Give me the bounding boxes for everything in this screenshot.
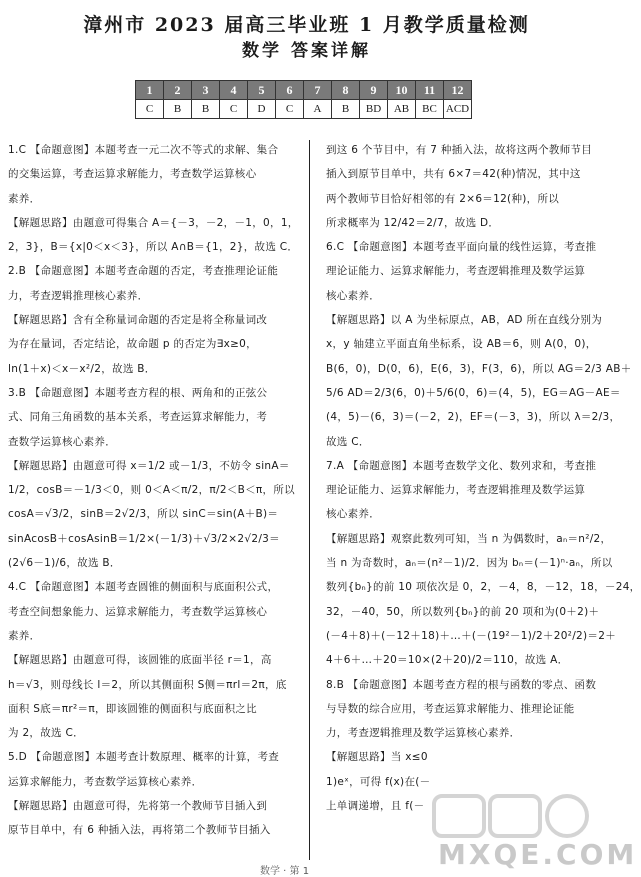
text-line: 【解题思路】由题意可得，该圆锥的底面半径 r＝1，高 [8,654,272,667]
question-number-cell: 5 [248,81,276,100]
answer-cell: AB [388,100,416,119]
text-line: 考查空间想象能力、运算求解能力，考查数学运算核心 [8,605,268,618]
question-number-cell: 2 [164,81,192,100]
text-line: sinAcosB＋cosAsinB＝1/2×(－1/3)＋√3/2×2√2/3＝ [8,532,280,545]
text-line: 素养． [8,192,41,205]
answer-cell: B [332,100,360,119]
text-line: 32，－40，50，所以数列{bₙ}的前 20 项和为(0＋2)＋ [326,605,600,618]
text-line: 8.B 【命题意图】本题考查方程的根与函数的零点、函数 [326,678,597,691]
text-line: 到这 6 个节目中，有 7 种插入法，故将这两个教师节目 [326,144,593,156]
answer-cell: ACD [444,100,472,119]
text-line: 【解题思路】由题意可得 x＝1/2 或－1/3，不妨令 sinA＝ [8,459,290,472]
right-column [326,138,641,818]
text-line: cosA＝√3/2，sinB＝2√2/3，所以 sinC＝sin(A＋B)＝ [8,508,279,521]
text-line: 为 2，故选 C． [8,727,84,740]
text-line: 数列{bₙ}的前 10 项依次是 0，2，－4，8，－12，18，－24， [326,581,641,594]
text-line: 7.A 【命题意图】本题考查数学文化、数列求和，考查推 [326,459,597,472]
answer-table [135,80,472,119]
text-line: 2.B 【命题意图】本题考查命题的否定，考查推理论证能 [8,265,279,278]
text-line: 【解题思路】由题意可得集合 A＝{－3，－2，－1，0，1， [8,216,299,229]
text-line: 【解题思路】由题意可得，先将第一个教师节目插入到 [8,800,268,813]
text-line: 为存在量词，否定结论，故命题 p 的否定为∃x≥0， [8,338,257,351]
text-line: 所求概率为 12/42＝2/7，故选 D． [326,216,500,229]
question-number-cell: 7 [304,81,332,100]
text-line: 5/6 AD＝2/3(6，0)＋5/6(0，6)＝(4，5)，EG＝AG－AE＝ [326,386,621,399]
question-number-cell: 3 [192,81,220,100]
text-line: 面积 S底＝πr²＝π，即该圆锥的侧面积与底面积之比 [8,702,257,715]
page-title: 漳州市 2023 届高三毕业班 1 月教学质量检测 [83,14,530,36]
text-line: 式、同角三角函数的基本关系，考查运算求解能力，考 [8,411,268,424]
column-divider [309,140,310,860]
text-line: 【解题思路】观察此数列可知，当 n 为偶数时，aₙ＝n²/2， [326,532,612,545]
text-line: 6.C 【命题意图】本题考查平面向量的线性运算，考查推 [326,241,597,254]
answer-cell: BD [360,100,388,119]
answer-cell: B [164,100,192,119]
text-line: 4.C 【命题意图】本题考查圆锥的侧面积与底面积公式， [8,581,279,594]
text-line: 1)eˣ，可得 f(x)在(－ [326,775,431,788]
question-number-cell: 6 [276,81,304,100]
text-line: 力，考查逻辑推理核心素养． [8,289,149,302]
answer-cell: C [220,100,248,119]
text-line: 运算求解能力，考查数学运算核心素养． [8,775,203,788]
text-line: 【解题思路】以 A 为坐标原点，AB，AD 所在直线分别为 [326,314,603,327]
question-number-cell: 12 [444,81,472,100]
question-number-cell: 10 [388,81,416,100]
answer-cell: BC [416,100,444,119]
text-line: h＝√3，则母线长 l＝2，所以其侧面积 S侧＝πrl＝2π，底 [8,678,287,691]
text-line: 查数学运算核心素养． [8,435,116,448]
answer-cell: C [136,100,164,119]
text-line: 与导数的综合应用，考查运算求解能力、推理论证能 [326,702,575,715]
text-line: 插入到原节目单中，共有 6×7＝42(种)情况，其中这 [326,168,581,181]
page-subtitle: 数学 答案详解 [242,41,371,61]
text-line: 故选 C． [326,435,370,448]
text-line: 理论证能力、运算求解能力，考查逻辑推理及数学运算 [326,484,586,497]
page-footer: 数学 · 第 1 [260,866,310,877]
text-line: 5.D 【命题意图】本题考查计数原理、概率的计算，考查 [8,751,280,764]
text-line: (－4＋8)＋(－12＋18)＋…＋(－(19²－1)/2＋20²/2)＝2＋ [326,629,616,642]
text-line: 【解题思路】含有全称量词命题的否定是将全称量词改 [8,314,268,327]
answer-table-answer-row [136,100,472,119]
question-number-cell: 4 [220,81,248,100]
question-number-cell: 11 [416,81,444,100]
text-line: 【解题思路】当 x≤0 [326,751,428,764]
answer-cell: A [304,100,332,119]
answer-table-header-row [136,81,472,100]
text-line: 核心素养． [326,289,380,302]
text-line: 核心素养． [326,508,380,521]
answer-cell: B [192,100,220,119]
text-line: ln(1＋x)＜x－x²/2，故选 B． [8,362,156,375]
text-line: (4，5)－(6，3)＝(－2，2)，EF＝(－3，3)，所以 λ＝2/3， [326,411,621,424]
answer-cell: C [276,100,304,119]
left-column [8,138,298,843]
text-line: x，y 轴建立平面直角坐标系，设 AB＝6，则 A(0，0)， [326,338,597,351]
question-number-cell: 8 [332,81,360,100]
text-line: 力，考查逻辑推理及数学运算核心素养． [326,727,521,740]
watermark-text: MXQE.COM [438,838,638,871]
answer-cell: D [248,100,276,119]
question-number-cell: 1 [136,81,164,100]
question-number-cell: 9 [360,81,388,100]
text-line: 上单调递增，且 f(－ [326,800,425,813]
text-line: 1.C 【命题意图】本题考查一元二次不等式的求解、集合 [8,144,279,156]
text-line: 两个教师节目恰好相邻的有 2×6＝12(种)，所以 [326,192,560,205]
text-line: 2，3}，B＝{x|0＜x＜3}，所以 A∩B＝{1，2}，故选 C． [8,241,299,254]
text-line: 当 n 为奇数时，aₙ＝(n²－1)/2．因为 bₙ＝(－1)ⁿ·aₙ，所以 [326,557,613,570]
text-line: B(6，0)，D(0，6)，E(6，3)，F(3，6)，所以 AG＝2/3 AB＋ [326,362,632,375]
text-line: 素养． [8,629,41,642]
text-line: 原节目单中，有 6 种插入法，再将第二个教师节目插入 [8,824,271,837]
text-line: (2√6－1)/6，故选 B． [8,557,121,570]
text-line: 1/2，cosB＝－1/3＜0，则 0＜A＜π/2，π/2＜B＜π，所以 [8,484,295,497]
text-line: 4＋6＋…＋20＝10×(2＋20)/2＝110，故选 A． [326,654,569,667]
text-line: 理论证能力、运算求解能力，考查逻辑推理及数学运算 [326,265,586,278]
text-line: 的交集运算，考查运算求解能力，考查数学运算核心 [8,168,257,181]
text-line: 3.B 【命题意图】本题考查方程的根、两角和的正弦公 [8,386,268,399]
